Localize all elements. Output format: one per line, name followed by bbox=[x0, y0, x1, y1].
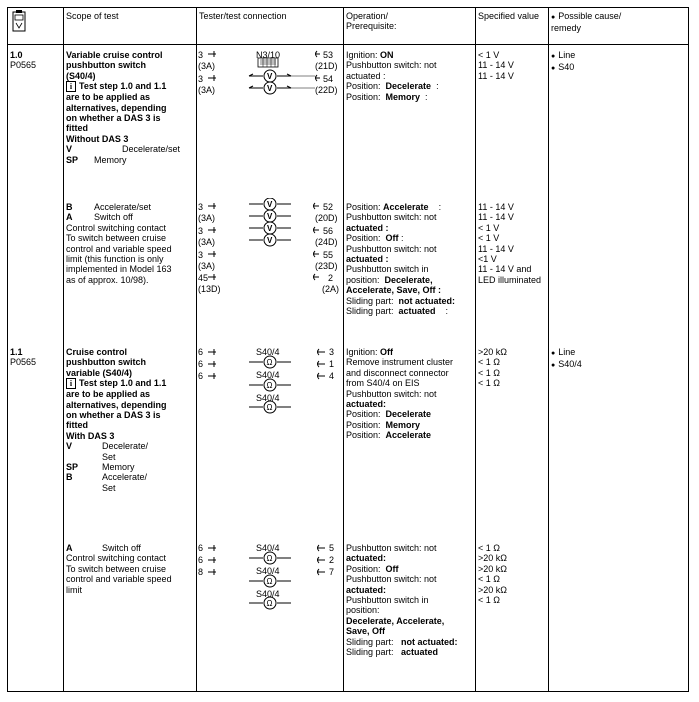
header-operation: Operation/ Prerequisite: bbox=[346, 11, 397, 32]
svg-text:Ω: Ω bbox=[266, 554, 273, 563]
pin-label: 6 bbox=[198, 359, 204, 369]
pin-label: 45 bbox=[198, 273, 209, 283]
pin-label: 6 bbox=[198, 555, 204, 565]
test-device-icon bbox=[12, 9, 26, 33]
pin-label: 54 bbox=[323, 74, 334, 84]
ohmmeter-diagram bbox=[205, 345, 330, 415]
table-border-top bbox=[7, 7, 689, 8]
pin-label: (3A) bbox=[198, 237, 216, 247]
pin-label: (22D) bbox=[315, 85, 338, 95]
operation-block: Ignition: Off Remove instrument cluster and disconnect connector from S40/4 on EIS Pushbutton switch: not actuated: Position: Decelerate Position: Memory Position: Accelerate bbox=[346, 347, 454, 441]
pin-label: (2A) bbox=[322, 284, 340, 294]
pin-label: 3 bbox=[198, 50, 204, 60]
svg-text:V: V bbox=[267, 200, 273, 209]
pin-label: 7 bbox=[329, 567, 335, 577]
connector-label: S40/4 bbox=[256, 393, 280, 403]
connector-label: S40/4 bbox=[256, 589, 280, 599]
pin-label: (21D) bbox=[315, 61, 338, 71]
header-scope: Scope of test bbox=[66, 11, 119, 21]
voltmeter-diagram bbox=[205, 198, 325, 293]
pin-label: (23D) bbox=[315, 261, 338, 271]
spec-block: < 1 V 11 - 14 V 11 - 14 V bbox=[478, 50, 514, 81]
header-cause: ● Possible cause/ remedy bbox=[551, 11, 621, 34]
pin-label: 8 bbox=[198, 567, 204, 577]
table-border-bottom bbox=[7, 691, 689, 692]
voltmeter-diagram bbox=[205, 48, 325, 98]
cause-block: ● Line ● S40/4 bbox=[551, 347, 582, 372]
svg-text:V: V bbox=[267, 212, 273, 221]
cause-block: ● Line ● S40 bbox=[551, 50, 575, 75]
pin-label: 6 bbox=[198, 543, 204, 553]
scope-block: Variable cruise control pushbutton switch (S40/4) i Test step 1.0 and 1.1 are to be applied as alternatives, depending on whether a DAS 3 is fitted Without DAS 3 V Decelerate/set SP Memory bbox=[66, 50, 181, 165]
pin-label: (20D) bbox=[315, 213, 338, 223]
operation-block: Pushbutton switch: not actuated: Position: Off Pushbutton switch: not actuated: Pushbutton switch in position: Decelerate, Accelerate, Save, Off Sliding part: not actuated: Sliding part: actuated bbox=[346, 543, 458, 658]
spec-block: < 1 Ω >20 kΩ >20 kΩ < 1 Ω >20 kΩ < 1 Ω bbox=[478, 543, 507, 606]
svg-text:Ω: Ω bbox=[266, 381, 273, 390]
pin-label: 6 bbox=[198, 371, 204, 381]
pin-label: 3 bbox=[198, 202, 204, 212]
pin-label: 5 bbox=[329, 543, 335, 553]
info-icon: i bbox=[66, 81, 76, 92]
pin-label: 3 bbox=[198, 74, 204, 84]
pin-label: 53 bbox=[323, 50, 334, 60]
svg-text:V: V bbox=[267, 236, 273, 245]
pin-label: 3 bbox=[198, 250, 204, 260]
header-tester: Tester/test connection bbox=[199, 11, 287, 21]
spec-block: 11 - 14 V 11 - 14 V < 1 V < 1 V 11 - 14 V <1 V 11 - 14 V and LED illuminated bbox=[478, 202, 542, 285]
step-number: 1.0 P0565 bbox=[10, 50, 37, 71]
connector-label: S40/4 bbox=[256, 566, 280, 576]
spec-block: >20 kΩ < 1 Ω < 1 Ω < 1 Ω bbox=[478, 347, 507, 389]
col-line bbox=[196, 7, 197, 692]
col-line bbox=[7, 7, 8, 692]
header-specified: Specified value bbox=[478, 11, 540, 21]
pin-label: (3A) bbox=[198, 261, 216, 271]
operation-block: Position: Accelerate : Pushbutton switch: not actuated : Position: Off : Pushbutton switch: not actuated : Pushbutton switch in position: Decelerate, Accelerate, Save, Off : Sliding part: not actuated: Sliding part: actuated : bbox=[346, 202, 456, 317]
svg-text:Ω: Ω bbox=[266, 599, 273, 608]
svg-text:Ω: Ω bbox=[266, 358, 273, 367]
pin-label: 52 bbox=[323, 202, 334, 212]
svg-text:Ω: Ω bbox=[266, 577, 273, 586]
col-line bbox=[343, 7, 344, 692]
pin-label: 56 bbox=[323, 226, 334, 236]
col-line bbox=[548, 7, 549, 692]
pin-label: 2 bbox=[329, 555, 335, 565]
pin-label: (3A) bbox=[198, 85, 216, 95]
pin-label: 4 bbox=[329, 371, 335, 381]
svg-text:V: V bbox=[267, 224, 273, 233]
pin-label: (13D) bbox=[198, 284, 221, 294]
svg-text:V: V bbox=[267, 84, 273, 93]
connector-label: N3/10 bbox=[256, 50, 281, 60]
step-number: 1.1 P0565 bbox=[10, 347, 37, 368]
info-icon: i bbox=[66, 378, 76, 389]
pin-label: 1 bbox=[329, 359, 335, 369]
scope-block: B Accelerate/set A Switch off Control switching contact To switch between cruise control and variable speed limit (this function is only implemented in Model 163 as of approx. 10/98). bbox=[66, 202, 172, 285]
connector-label: S40/4 bbox=[256, 543, 280, 553]
pin-label: 2 bbox=[328, 273, 334, 283]
pin-label: 6 bbox=[198, 347, 204, 357]
pin-label: 3 bbox=[329, 347, 335, 357]
col-line bbox=[475, 7, 476, 692]
pin-label: (3A) bbox=[198, 213, 216, 223]
col-line bbox=[688, 7, 689, 692]
connector-label: S40/4 bbox=[256, 347, 280, 357]
header-divider bbox=[7, 44, 689, 45]
pin-label: 55 bbox=[323, 250, 334, 260]
connector-label: S40/4 bbox=[256, 370, 280, 380]
scope-block: Cruise control pushbutton switch variable (S40/4) i Test step 1.0 and 1.1 are to be applied as alternatives, depending on whether a DAS 3 is fitted With DAS 3 V Decelerate/ Set SP Memory B Accelerate/ Set bbox=[66, 347, 167, 493]
svg-text:V: V bbox=[267, 72, 273, 81]
operation-block: Ignition: ON Pushbutton switch: not actuated : Position: Decelerate : Position: Memory : bbox=[346, 50, 439, 102]
pin-label: (24D) bbox=[315, 237, 338, 247]
scope-block: A Switch off Control switching contact To switch between cruise control and variable speed limit bbox=[66, 543, 172, 595]
ohmmeter-diagram bbox=[205, 541, 330, 611]
pin-label: 3 bbox=[198, 226, 204, 236]
pin-label: (3A) bbox=[198, 61, 216, 71]
col-line bbox=[63, 7, 64, 692]
svg-text:Ω: Ω bbox=[266, 403, 273, 412]
